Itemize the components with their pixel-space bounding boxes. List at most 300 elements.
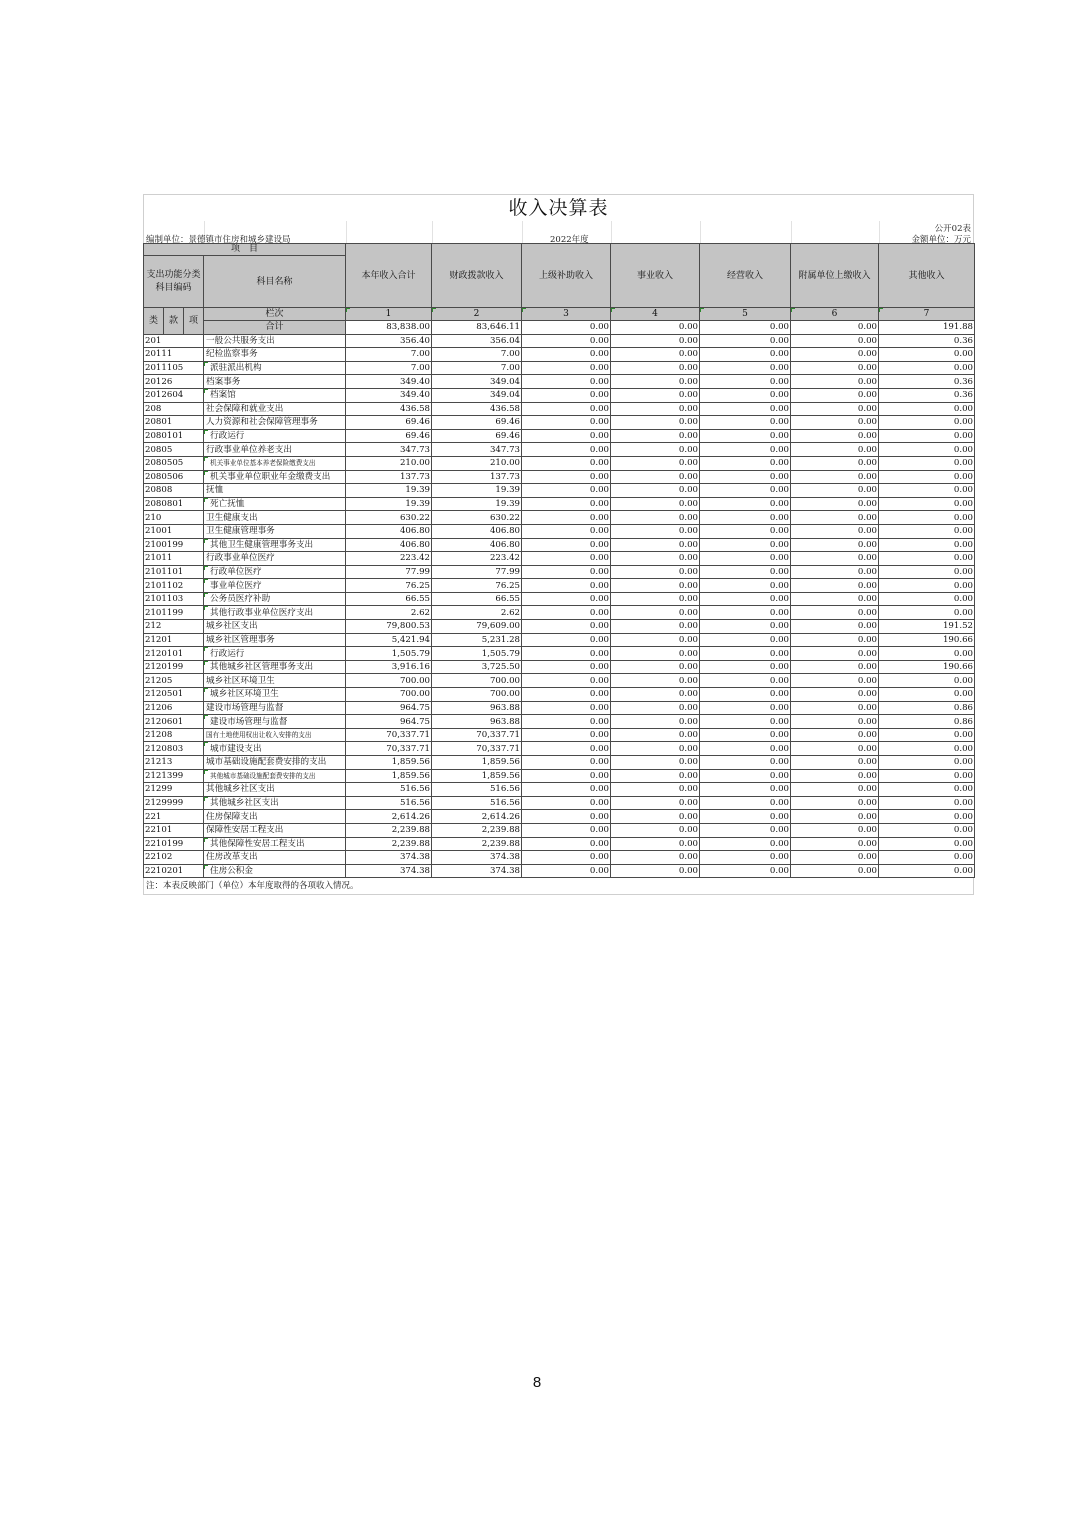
amount-cell: 0.00 <box>522 769 611 783</box>
amount-cell: 0.00 <box>611 565 700 579</box>
amount-cell: 0.00 <box>522 361 611 375</box>
total-value: 0.00 <box>700 321 791 335</box>
amount-cell: 0.00 <box>611 620 700 634</box>
amount-cell: 0.00 <box>522 851 611 865</box>
amount-cell: 0.00 <box>791 402 879 416</box>
amount-cell: 347.73 <box>346 443 432 457</box>
amount-cell: 0.00 <box>791 660 879 674</box>
table-meta <box>143 221 974 243</box>
amount-cell: 0.00 <box>700 674 791 688</box>
amount-cell: 0.00 <box>879 484 975 498</box>
subject-code: 20801 <box>144 416 204 430</box>
amount-cell: 0.00 <box>879 579 975 593</box>
amount-cell: 0.00 <box>791 620 879 634</box>
amount-cell: 0.00 <box>879 429 975 443</box>
total-row <box>144 321 975 335</box>
subject-code: 2100199 <box>144 538 204 552</box>
subject-name: 事业单位医疗 <box>204 579 346 593</box>
subject-code: 210 <box>144 511 204 525</box>
subject-code: 221 <box>144 810 204 824</box>
amount-cell: 0.00 <box>791 484 879 498</box>
amount-cell: 0.00 <box>611 402 700 416</box>
amount-cell: 1,859.56 <box>346 756 432 770</box>
subject-code: 2101102 <box>144 579 204 593</box>
amount-cell: 0.00 <box>791 715 879 729</box>
amount-cell: 0.00 <box>700 443 791 457</box>
amount-cell: 0.00 <box>879 674 975 688</box>
amount-cell: 964.75 <box>346 701 432 715</box>
amount-cell: 79,800.53 <box>346 620 432 634</box>
amount-cell: 1,505.79 <box>346 647 432 661</box>
table-row <box>144 769 975 783</box>
income-final-account-sheet <box>143 194 974 895</box>
table-title: 收入决算表 <box>143 194 974 221</box>
subject-name: 机关事业单位基本养老保险缴费支出 <box>204 456 346 470</box>
amount-cell: 0.00 <box>522 579 611 593</box>
amount-cell: 19.39 <box>432 484 522 498</box>
amount-cell: 2,239.88 <box>346 837 432 851</box>
subject-code: 2120501 <box>144 688 204 702</box>
amount-cell: 0.00 <box>611 484 700 498</box>
subject-code: 2121399 <box>144 769 204 783</box>
amount-cell: 0.00 <box>611 810 700 824</box>
amount-cell: 66.55 <box>346 592 432 606</box>
subject-code: 2120601 <box>144 715 204 729</box>
subject-code: 21299 <box>144 783 204 797</box>
amount-cell: 0.00 <box>700 837 791 851</box>
subject-name: 行政单位医疗 <box>204 565 346 579</box>
amount-cell: 0.00 <box>791 728 879 742</box>
amount-cell: 19.39 <box>346 497 432 511</box>
subject-code: 2080801 <box>144 497 204 511</box>
subject-name: 派驻派出机构 <box>204 361 346 375</box>
amount-cell: 0.00 <box>611 688 700 702</box>
amount-cell: 0.00 <box>879 810 975 824</box>
amount-cell: 0.00 <box>522 416 611 430</box>
amount-cell: 0.00 <box>700 647 791 661</box>
amount-cell: 0.00 <box>791 864 879 878</box>
amount-cell: 0.00 <box>522 497 611 511</box>
amount-cell: 0.00 <box>700 348 791 362</box>
amount-cell: 0.00 <box>700 701 791 715</box>
amount-cell: 0.00 <box>611 456 700 470</box>
amount-cell: 69.46 <box>432 429 522 443</box>
subject-code: 2210199 <box>144 837 204 851</box>
subject-name: 城乡社区环境卫生 <box>204 674 346 688</box>
subject-code: 20126 <box>144 375 204 389</box>
amount-cell: 0.86 <box>879 701 975 715</box>
amount-cell: 0.00 <box>611 783 700 797</box>
table-row <box>144 402 975 416</box>
subject-code: 20111 <box>144 348 204 362</box>
form-code: 公开02表 <box>934 224 971 234</box>
amount-cell: 0.00 <box>700 511 791 525</box>
subject-code: 2120101 <box>144 647 204 661</box>
amount-cell: 0.00 <box>879 769 975 783</box>
amount-cell: 0.00 <box>700 783 791 797</box>
amount-cell: 0.00 <box>700 497 791 511</box>
amount-cell: 0.00 <box>700 388 791 402</box>
subject-code: 22102 <box>144 851 204 865</box>
amount-cell: 0.00 <box>879 565 975 579</box>
subject-name: 住房公积金 <box>204 864 346 878</box>
amount-cell: 0.00 <box>791 592 879 606</box>
amount-cell: 0.00 <box>611 769 700 783</box>
amount-cell: 0.00 <box>611 579 700 593</box>
amount-cell: 0.00 <box>791 538 879 552</box>
header-function-code: 支出功能分类科目编码 <box>144 256 204 308</box>
column-number: 1 <box>346 308 432 321</box>
amount-cell: 0.00 <box>522 592 611 606</box>
amount-cell: 630.22 <box>432 511 522 525</box>
amount-cell: 0.00 <box>611 851 700 865</box>
amount-cell: 0.00 <box>791 429 879 443</box>
amount-cell: 0.00 <box>522 633 611 647</box>
amount-cell: 19.39 <box>432 497 522 511</box>
amount-cell: 0.00 <box>522 565 611 579</box>
amount-cell: 2.62 <box>346 606 432 620</box>
subject-code: 2080505 <box>144 456 204 470</box>
amount-cell: 0.00 <box>522 864 611 878</box>
amount-cell: 0.00 <box>791 633 879 647</box>
amount-cell: 349.04 <box>432 388 522 402</box>
amount-cell: 0.00 <box>791 742 879 756</box>
amount-cell: 0.00 <box>700 552 791 566</box>
amount-cell: 3,916.16 <box>346 660 432 674</box>
amount-cell: 0.00 <box>700 524 791 538</box>
amount-cell: 190.66 <box>879 633 975 647</box>
amount-cell: 0.00 <box>611 606 700 620</box>
table-row <box>144 484 975 498</box>
table-body <box>144 334 975 878</box>
amount-cell: 0.00 <box>879 688 975 702</box>
amount-cell: 356.04 <box>432 334 522 348</box>
amount-cell: 0.00 <box>700 456 791 470</box>
amount-cell: 0.00 <box>611 742 700 756</box>
subject-code: 2101101 <box>144 565 204 579</box>
total-value: 83,646.11 <box>432 321 522 335</box>
amount-cell: 0.00 <box>700 606 791 620</box>
amount-cell: 0.00 <box>879 606 975 620</box>
subject-code: 208 <box>144 402 204 416</box>
table-row <box>144 456 975 470</box>
amount-cell: 356.40 <box>346 334 432 348</box>
amount-cell: 223.42 <box>346 552 432 566</box>
amount-cell: 0.00 <box>611 701 700 715</box>
amount-cell: 0.00 <box>611 674 700 688</box>
amount-cell: 964.75 <box>346 715 432 729</box>
amount-cell: 0.00 <box>791 783 879 797</box>
amount-cell: 1,505.79 <box>432 647 522 661</box>
table-row <box>144 688 975 702</box>
subject-name: 其他城乡社区管理事务支出 <box>204 660 346 674</box>
amount-cell: 0.00 <box>522 783 611 797</box>
amount-cell: 0.00 <box>522 375 611 389</box>
amount-cell: 0.00 <box>611 375 700 389</box>
subject-name: 公务员医疗补助 <box>204 592 346 606</box>
amount-cell: 0.00 <box>611 334 700 348</box>
header-column-index: 栏次 <box>204 308 346 321</box>
amount-cell: 3,725.50 <box>432 660 522 674</box>
subject-name: 保障性安居工程支出 <box>204 823 346 837</box>
amount-cell: 0.00 <box>879 592 975 606</box>
table-row <box>144 579 975 593</box>
fiscal-year: 2022年度 <box>550 235 589 245</box>
subject-code: 2120199 <box>144 660 204 674</box>
subject-name: 住房改革支出 <box>204 851 346 865</box>
amount-cell: 0.00 <box>611 538 700 552</box>
subject-name: 行政事业单位医疗 <box>204 552 346 566</box>
amount-cell: 69.46 <box>346 429 432 443</box>
table-row <box>144 728 975 742</box>
amount-cell: 0.00 <box>611 660 700 674</box>
amount-cell: 210.00 <box>346 456 432 470</box>
amount-cell: 0.00 <box>700 796 791 810</box>
subject-code: 201 <box>144 334 204 348</box>
amount-cell: 0.00 <box>700 402 791 416</box>
amount-cell: 700.00 <box>346 688 432 702</box>
amount-cell: 0.00 <box>791 796 879 810</box>
amount-cell: 700.00 <box>346 674 432 688</box>
amount-cell: 406.80 <box>432 538 522 552</box>
subject-name: 一般公共服务支出 <box>204 334 346 348</box>
amount-cell: 0.00 <box>791 524 879 538</box>
table-row <box>144 864 975 878</box>
subject-name: 其他行政事业单位医疗支出 <box>204 606 346 620</box>
amount-cell: 963.88 <box>432 715 522 729</box>
header-total-income: 本年收入合计 <box>346 244 432 308</box>
amount-cell: 0.00 <box>879 552 975 566</box>
amount-cell: 0.00 <box>522 348 611 362</box>
amount-cell: 69.46 <box>432 416 522 430</box>
amount-cell: 5,231.28 <box>432 633 522 647</box>
subject-name: 死亡抚恤 <box>204 497 346 511</box>
amount-cell: 0.00 <box>700 633 791 647</box>
subject-name: 行政运行 <box>204 647 346 661</box>
table-row <box>144 606 975 620</box>
subject-code: 2101103 <box>144 592 204 606</box>
amount-cell: 374.38 <box>432 864 522 878</box>
table-row <box>144 524 975 538</box>
amount-cell: 406.80 <box>346 538 432 552</box>
subject-code: 2080101 <box>144 429 204 443</box>
amount-cell: 0.00 <box>879 851 975 865</box>
amount-cell: 7.00 <box>346 348 432 362</box>
amount-cell: 7.00 <box>432 361 522 375</box>
header-kuan: 款 <box>164 308 184 335</box>
amount-cell: 0.00 <box>611 361 700 375</box>
amount-cell: 0.00 <box>791 511 879 525</box>
amount-cell: 0.00 <box>522 728 611 742</box>
amount-cell: 0.00 <box>522 810 611 824</box>
table-row <box>144 756 975 770</box>
table-row <box>144 375 975 389</box>
subject-name: 机关事业单位职业年金缴费支出 <box>204 470 346 484</box>
column-number: 2 <box>432 308 522 321</box>
amount-cell: 0.00 <box>522 429 611 443</box>
subject-code: 2101199 <box>144 606 204 620</box>
amount-cell: 2,614.26 <box>346 810 432 824</box>
table-row <box>144 511 975 525</box>
amount-cell: 0.00 <box>522 796 611 810</box>
amount-cell: 0.00 <box>879 361 975 375</box>
amount-cell: 347.73 <box>432 443 522 457</box>
subject-name: 城市建设支出 <box>204 742 346 756</box>
table-row <box>144 810 975 824</box>
amount-cell: 0.00 <box>791 769 879 783</box>
total-value: 0.00 <box>611 321 700 335</box>
amount-cell: 1,859.56 <box>432 769 522 783</box>
table-note: 注：本表反映部门（单位）本年度取得的各项收入情况。 <box>143 878 974 895</box>
header-subject-name: 科目名称 <box>204 256 346 308</box>
amount-cell: 0.00 <box>700 851 791 865</box>
amount-cell: 0.00 <box>522 715 611 729</box>
amount-cell: 1,859.56 <box>346 769 432 783</box>
amount-cell: 70,337.71 <box>346 728 432 742</box>
amount-cell: 76.25 <box>432 579 522 593</box>
table-row <box>144 552 975 566</box>
amount-cell: 210.00 <box>432 456 522 470</box>
amount-cell: 76.25 <box>346 579 432 593</box>
header-operating-income: 经营收入 <box>700 244 791 308</box>
amount-cell: 516.56 <box>432 796 522 810</box>
subject-name: 其他城乡社区支出 <box>204 796 346 810</box>
amount-cell: 0.00 <box>522 443 611 457</box>
amount-cell: 0.00 <box>522 688 611 702</box>
table-row <box>144 443 975 457</box>
subject-name: 档案事务 <box>204 375 346 389</box>
amount-cell: 0.00 <box>879 728 975 742</box>
subject-name: 其他城乡社区支出 <box>204 783 346 797</box>
amount-cell: 0.00 <box>611 837 700 851</box>
amount-cell: 0.00 <box>791 552 879 566</box>
table-row <box>144 565 975 579</box>
amount-cell: 0.00 <box>879 348 975 362</box>
amount-cell: 0.00 <box>791 810 879 824</box>
amount-cell: 0.00 <box>700 769 791 783</box>
table-row <box>144 497 975 511</box>
amount-cell: 0.00 <box>700 592 791 606</box>
amount-cell: 0.00 <box>611 552 700 566</box>
subject-code: 21001 <box>144 524 204 538</box>
table-row <box>144 633 975 647</box>
amount-cell: 0.00 <box>522 388 611 402</box>
amount-cell: 0.00 <box>879 647 975 661</box>
amount-cell: 0.00 <box>879 456 975 470</box>
subject-code: 21011 <box>144 552 204 566</box>
amount-cell: 7.00 <box>432 348 522 362</box>
subject-name: 住房保障支出 <box>204 810 346 824</box>
amount-cell: 0.86 <box>879 715 975 729</box>
subject-name: 档案馆 <box>204 388 346 402</box>
amount-cell: 77.99 <box>346 565 432 579</box>
amount-cell: 0.00 <box>879 402 975 416</box>
amount-cell: 700.00 <box>432 674 522 688</box>
amount-cell: 0.00 <box>879 497 975 511</box>
column-number: 5 <box>700 308 791 321</box>
subject-code: 21205 <box>144 674 204 688</box>
amount-cell: 0.00 <box>700 416 791 430</box>
amount-cell: 0.00 <box>879 864 975 878</box>
subject-name: 卫生健康支出 <box>204 511 346 525</box>
amount-cell: 406.80 <box>346 524 432 538</box>
amount-cell: 0.00 <box>791 348 879 362</box>
amount-cell: 349.40 <box>346 375 432 389</box>
amount-cell: 0.00 <box>611 823 700 837</box>
amount-cell: 0.00 <box>522 756 611 770</box>
amount-cell: 0.00 <box>522 470 611 484</box>
total-value: 0.00 <box>791 321 879 335</box>
amount-cell: 0.00 <box>791 837 879 851</box>
amount-cell: 0.00 <box>522 334 611 348</box>
amount-cell: 0.00 <box>611 524 700 538</box>
amount-cell: 0.00 <box>879 756 975 770</box>
amount-cell: 406.80 <box>432 524 522 538</box>
amount-cell: 0.00 <box>879 742 975 756</box>
amount-cell: 436.58 <box>346 402 432 416</box>
amount-cell: 0.00 <box>700 728 791 742</box>
amount-cell: 0.00 <box>522 402 611 416</box>
compiling-unit: 编制单位：景德镇市住房和城乡建设局 <box>146 235 291 245</box>
header-other-income: 其他收入 <box>879 244 975 308</box>
total-label: 合计 <box>204 321 346 335</box>
amount-cell: 0.00 <box>611 633 700 647</box>
subject-code: 212 <box>144 620 204 634</box>
subject-name: 建设市场管理与监督 <box>204 701 346 715</box>
amount-cell: 0.00 <box>522 647 611 661</box>
amount-cell: 69.46 <box>346 416 432 430</box>
amount-cell: 5,421.94 <box>346 633 432 647</box>
subject-name: 其他卫生健康管理事务支出 <box>204 538 346 552</box>
amount-cell: 70,337.71 <box>346 742 432 756</box>
amount-cell: 191.52 <box>879 620 975 634</box>
amount-cell: 0.00 <box>791 688 879 702</box>
subject-code: 2012604 <box>144 388 204 402</box>
amount-cell: 0.00 <box>791 579 879 593</box>
amount-cell: 66.55 <box>432 592 522 606</box>
amount-cell: 70,337.71 <box>432 728 522 742</box>
amount-cell: 349.40 <box>346 388 432 402</box>
subject-name: 城乡社区支出 <box>204 620 346 634</box>
amount-cell: 19.39 <box>346 484 432 498</box>
amount-cell: 0.00 <box>700 334 791 348</box>
amount-cell: 77.99 <box>432 565 522 579</box>
page-number: 8 <box>532 1374 542 1391</box>
subject-name: 国有土地使用权出让收入安排的支出 <box>204 728 346 742</box>
table-row <box>144 429 975 443</box>
subject-name: 行政运行 <box>204 429 346 443</box>
amount-cell: 0.00 <box>879 416 975 430</box>
amount-cell: 0.00 <box>611 647 700 661</box>
amount-cell: 0.00 <box>611 348 700 362</box>
amount-cell: 0.00 <box>522 742 611 756</box>
amount-cell: 2.62 <box>432 606 522 620</box>
subject-name: 城乡社区管理事务 <box>204 633 346 647</box>
amount-cell: 0.00 <box>700 715 791 729</box>
amount-cell: 630.22 <box>346 511 432 525</box>
amount-cell: 516.56 <box>346 783 432 797</box>
subject-code: 2129999 <box>144 796 204 810</box>
amount-cell: 0.00 <box>791 334 879 348</box>
subject-name: 其他保障性安居工程支出 <box>204 837 346 851</box>
amount-cell: 0.00 <box>611 796 700 810</box>
amount-cell: 0.00 <box>611 443 700 457</box>
amount-cell: 374.38 <box>346 851 432 865</box>
amount-cell: 516.56 <box>346 796 432 810</box>
table-row <box>144 388 975 402</box>
amount-cell: 0.00 <box>879 783 975 797</box>
amount-cell: 70,337.71 <box>432 742 522 756</box>
